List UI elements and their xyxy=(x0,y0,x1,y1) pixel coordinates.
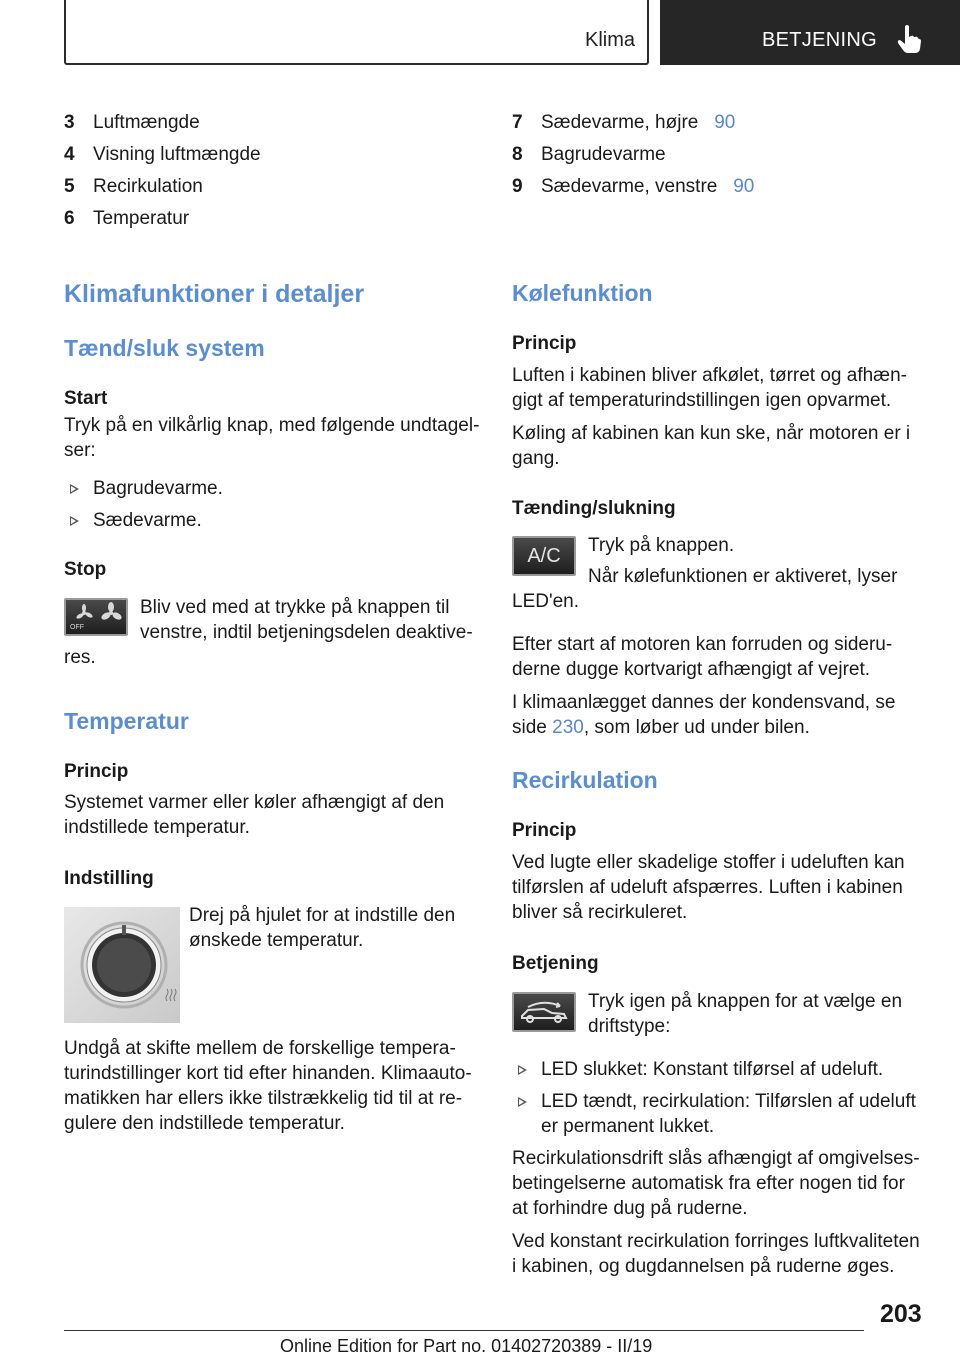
list-item: 6 Temperatur xyxy=(64,208,190,229)
list-item: Bagrudevarme. xyxy=(64,476,223,501)
ac-paragraph: Tryk på knappen. Når kølefunktionen er aktiveret, lyser LED'en. xyxy=(512,535,898,612)
temperature-dial-icon xyxy=(64,907,180,1023)
temp-warning-paragraph: Undgå at skifte mellem de forskellige tempera- turindstillinger kort tid efter hinanden. Klimaauto- matikken har ellers ikke tilstrækkelig tid til at re- gulere den indstillede temperatur. xyxy=(64,1038,472,1134)
drift-paragraph: Recirkulationsdrift slås afhængigt af omgivelses- betingelserne automatisk fra efter nogen tid for at forhindre dug på ruderne. xyxy=(512,1148,920,1219)
stop-heading: Stop xyxy=(64,559,107,580)
princip-heading: Princip xyxy=(512,333,577,354)
footer-divider xyxy=(64,1330,864,1331)
klima-paragraph: I klimaanlægget dannes der kondensvand, se side 230, som løber ud under bilen. xyxy=(512,692,896,738)
header-chapter-box xyxy=(660,0,960,65)
footer-edition: Online Edition for Part no. 01402720389 - II/19 xyxy=(280,1336,653,1356)
triangle-bullet-icon xyxy=(518,1097,527,1107)
list-item: 3 Luftmængde xyxy=(64,112,200,133)
princip-heading: Princip xyxy=(64,761,129,782)
list-item: 5 Recirkulation xyxy=(64,176,203,197)
start-heading: Start xyxy=(64,388,108,409)
stop-paragraph: Bliv ved med at trykke på knappen til venstre, indtil betjeningsdelen deaktive- res. xyxy=(64,597,473,668)
tand-sluk-heading: Tænd/sluk system xyxy=(64,335,265,361)
header-section-box xyxy=(64,0,649,65)
konstant-paragraph: Ved konstant recirkulation forringes luftkvaliteten i kabinen, og dugdannelsen på ruderne øges. xyxy=(512,1231,920,1277)
list-item: 4 Visning luftmængde xyxy=(64,144,261,165)
recirkulation-heading: Recirkulation xyxy=(512,767,658,793)
betjening-heading: Betjening xyxy=(512,953,599,974)
list-item: LED tændt, recirkulation: Tilførslen af udeluft er permanent lukket. xyxy=(512,1089,916,1139)
list-item: 7 Sædevarme, højre 90 xyxy=(512,112,736,133)
triangle-bullet-icon xyxy=(518,1065,527,1075)
recirk-princip-paragraph: Ved lugte eller skadelige stoffer i udeluften kan tilførslen af udeluft afspærres. Luften i kabinen bliver så recirkuleret. xyxy=(512,852,905,923)
indstilling-heading: Indstilling xyxy=(64,868,154,889)
list-item: 9 Sædevarme, venstre 90 xyxy=(512,176,755,197)
start-paragraph: Tryk på en vilkårlig knap, med følgende undtagel- ser: xyxy=(64,415,480,461)
tanding-slukning-heading: Tænding/slukning xyxy=(512,498,676,519)
koling-paragraph: Køling af kabinen kan kun ske, når motoren er i gang. xyxy=(512,423,911,469)
kole-princip-paragraph: Luften i kabinen bliver afkølet, tørret og afhæn- gigt af temperaturindstillingen igen opvarmet. xyxy=(512,365,907,411)
svg-text:OFF: OFF xyxy=(70,624,84,631)
page-number: 203 xyxy=(880,1300,922,1328)
hand-pointer-icon xyxy=(896,24,922,54)
triangle-bullet-icon xyxy=(70,484,79,494)
efter-paragraph: Efter start af motoren kan forruden og sideru- derne dugge kortvarigt afhængigt af vejret. xyxy=(512,634,893,680)
indstilling-paragraph: Drej på hjulet for at indstille den ønskede temperatur. xyxy=(189,905,456,951)
princip-heading: Princip xyxy=(512,820,577,841)
page-ref-link[interactable]: 90 xyxy=(733,176,755,197)
betjening-paragraph: Tryk igen på knappen for at vælge en driftstype: xyxy=(588,991,903,1037)
list-item: Sædevarme. xyxy=(64,508,202,533)
ac-button-label: A/C xyxy=(527,544,561,567)
temperature-knob-image xyxy=(64,907,180,1023)
temperatur-heading: Temperatur xyxy=(64,708,189,734)
kolefunktion-heading: Kølefunktion xyxy=(512,280,653,306)
triangle-bullet-icon xyxy=(70,516,79,526)
main-heading: Klimafunktioner i detaljer xyxy=(64,280,365,308)
list-item: LED slukket: Konstant tilførsel af udeluft. xyxy=(512,1057,883,1082)
header-chapter-title: BETJENING xyxy=(762,29,877,51)
page-ref-link[interactable]: 90 xyxy=(714,112,736,133)
list-item: 8 Bagrudevarme xyxy=(512,144,666,165)
temp-princip-paragraph: Systemet varmer eller køler afhængigt af den indstillede temperatur. xyxy=(64,792,445,838)
page-ref-link[interactable]: 230 xyxy=(552,717,584,738)
header-section-title: Klima xyxy=(584,29,635,51)
